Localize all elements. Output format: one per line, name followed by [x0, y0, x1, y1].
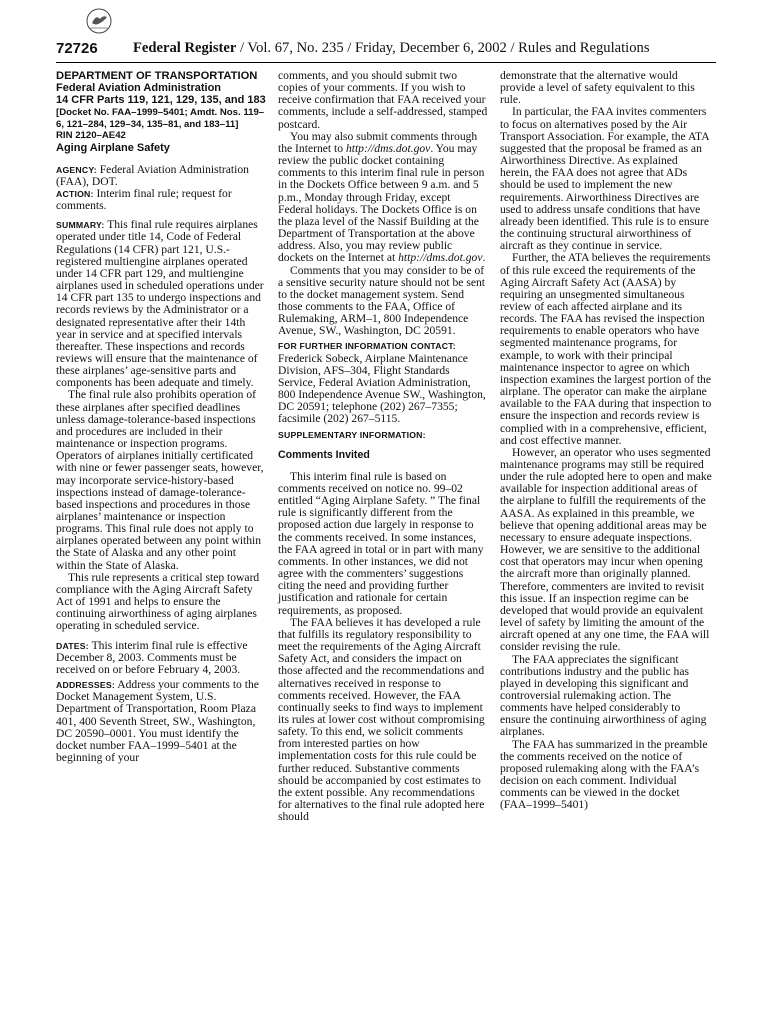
docket-number: [Docket No. FAA–1999–5401; Amdt. Nos. 119–6, 121–284, 129–34, 135–81, and 183–11]	[56, 107, 265, 130]
summary-text: This final rule requires airplanes operated under title 14, Code of Federal Regulations (14 CFR) part 121, U.S.-registered multiengine airplanes operated under 14 CFR part 129, and multiengine airplanes used in scheduled operations under 14 CFR part 135 to undergo inspections and records reviews by the Administrator or a designated representative after their 14th year in service and at specified intervals thereafter. These inspections and records reviews will ensure that the maintenance of these airplanes’ age-sensitive parts and components has been adequate and timely.	[56, 218, 264, 390]
body-paragraph: The FAA believes it has developed a rule that fulfills its regulatory responsibility to meet the requirements of the Aging Aircraft Safety Act, and considers the impact on those affected and the recommendations and alternatives received in response to comments received. However, the FAA continually seeks to find ways to implement its rules at lower cost without compromising safety. To this end, we solicit comments from interested parties on how implementation costs for this rule could be further reduced. Substantive comments should be accompanied by cost estimates to the extent possible. Any recommendations for alternatives to the final rule adopted here should	[278, 615, 485, 824]
body-paragraph: demonstrate that the alternative would provide a level of safety equivalent to this rule.	[500, 69, 695, 107]
summary-paragraph	[56, 219, 266, 389]
contact-label: FOR FURTHER INFORMATION CONTACT:	[278, 341, 456, 352]
body-paragraph: This interim final rule is based on comments received on notice no. 99–02 entitled “Aging Airplane Safety. ” The final rule is significantly different from the proposed action due largely in response to the comments received. In some instances, the FAA agreed in total or in part with many comments. In other instances, we did not agree with the commenters’ suggestions citing the need and providing further justification and rationale for certain requirements, as proposed.	[278, 469, 484, 617]
action-paragraph	[56, 188, 266, 212]
gpo-authentication-seal-icon	[86, 8, 112, 34]
period-text: .	[482, 251, 486, 265]
rin-number: RIN 2120–AE42	[56, 130, 126, 142]
docket-url-link[interactable]: http://dms.dot.gov	[345, 141, 431, 155]
body-paragraph: The FAA appreciates the significant contributions industry and the public has played in developing this significant and controversial rulemaking action. The comments have helped considerably to ensure the continuing airworthiness of aging airplanes.	[500, 652, 707, 739]
addresses-paragraph	[56, 679, 266, 764]
publication-name: Federal Register	[133, 40, 237, 56]
agency-heading: Federal Aviation Administration	[56, 82, 222, 95]
running-head	[133, 40, 650, 57]
addresses-text: Address your comments to the Docket Management System, U.S. Department of Transportation, Room Plaza 401, 400 Seventh Street, SW., Washington, DC 20590–0001. You must identify the docket number FAA–1999–5401 at the beginning of your	[56, 678, 259, 764]
cfr-parts-heading: 14 CFR Parts 119, 121, 129, 135, and 183	[56, 94, 266, 107]
security-paragraph: Comments that you may consider to be of a sensitive security nature should not be sent to the docket management system. Send those comments to the FAA, Office of Rulemaking, ARM–1, 800 Independence Avenue, SW., Washington, DC 20591.	[278, 263, 486, 338]
right-column	[500, 70, 712, 812]
body-paragraph: comments, and you should submit two copies of your comments. If you wish to receive confirmation that FAA received your comments, include a self-addressed, stamped postcard.	[278, 69, 488, 131]
summary-paragraph-2: The final rule also prohibits operation of these airplanes after specified deadlines unless damage-tolerance-based inspections and procedures are included in their maintenance or inspection programs. Operators of airplanes initially certificated with nine or fewer passenger seats, however, may incorporate service-history-based inspections instead of damage-tolerance-based inspections and procedures in those airplanes’ maintenance or inspection programs. This final rule does not apply to airplanes operated between any point within the State of Alaska and any other point within the State of Alaska.	[56, 388, 264, 572]
agency-paragraph	[56, 164, 266, 188]
issue-line: / Vol. 67, No. 235 / Friday, December 6, 2002 / Rules and Regulations	[236, 40, 650, 56]
body-paragraph: The FAA has summarized in the preamble the comments received on the notice of proposed rulemaking along with the FAA’s decision on each comment. Individual comments can be viewed in the docket (FAA–1999–5401)	[500, 737, 708, 812]
internet-paragraph	[278, 131, 488, 265]
docket-url-link-2[interactable]: http://dms.dot.gov	[398, 251, 483, 265]
contact-text: Frederick Sobeck, Airplane Maintenance Division, AFS–304, Flight Standards Service, Federal Aviation Administration, 800 Independence Avenue SW., Washington, DC 20591; telephone (202) 267–7355; facsimile (202) 267–5115.	[278, 351, 486, 426]
rule-title: Aging Airplane Safety	[56, 142, 170, 155]
body-paragraph: However, an operator who uses segmented maintenance programs may still be required under the rule adopted here to open and make available for inspection additional areas of the airplane to fulfill the requirements of the AASA. As explained in this preamble, we believe that opening additional areas may be necessary to ensure adequate inspections. However, we are sensitive to the additional cost that operators may incur when opening the aircraft more than originally planned. Therefore, commenters are invited to revisit this issue. If an inspection regime can be developed that would provide an equivalent level of safety by limiting the amount of the aircraft opened at any one time, the FAA will consider revising the rule.	[500, 445, 712, 654]
internet-text: You may also submit comments through the Internet to	[278, 129, 478, 155]
page-number: 72726	[56, 40, 98, 57]
body-paragraph: Further, the ATA believes the requirements of this rule exceed the requirements of the Aging Aircraft Safety Act (AASA) by requiring an unsegmented simultaneous review of each affected airplane and its records. The FAA has revised the inspection requirements to enable operators who have segmented maintenance programs, for example, to work with their principal maintenance inspector to agree on which inspection examines the largest portion of the airplane. The operator can make the airplane available to the FAA during that inspection to ensure the inspection and records review is complied with in a comprehensive, efficient, and cost effective manner.	[500, 251, 712, 447]
left-column	[56, 70, 266, 764]
dockets-office-text: . You may review the public docket containing comments to this interim final rule in person in the Dockets Office between 9 a.m. and 5 p.m., Monday through Friday, except Federal holidays. The Dockets Office is on the plaza level of the Nassif Building at the Department of Transportation at the above address. Also, you may review public dockets on the Internet at	[278, 141, 485, 265]
department-heading: DEPARTMENT OF TRANSPORTATION	[56, 70, 258, 82]
action-text: Interim final rule; request for comments.	[56, 186, 232, 213]
supplementary-label: SUPPLEMENTARY INFORMATION:	[278, 429, 426, 440]
comments-invited-heading: Comments Invited	[278, 448, 370, 461]
agency-label: AGENCY:	[56, 164, 97, 175]
middle-column	[278, 70, 488, 823]
action-label: ACTION:	[56, 188, 94, 199]
summary-paragraph-3: This rule represents a critical step toward compliance with the Aging Aircraft Safety Act of 1991 and helps to ensure the continuing airworthiness of aging airplanes operating in scheduled service.	[56, 570, 260, 633]
addresses-label: ADDRESSES:	[56, 680, 115, 691]
dates-label: DATES:	[56, 640, 89, 651]
dates-paragraph	[56, 640, 266, 676]
body-paragraph: In particular, the FAA invites commenters to focus on alternatives posed by the Air Transport Association. For example, the ATA suggested that the proposal be framed as an Airworthiness Directive. As explained herein, the FAA does not agree that ADs should be used to implement the new requirements. Airworthiness Directives are used to address unsafe conditions that have already been identified. This rule is to ensure the continuing structural airworthiness of aircraft as they continue in service.	[500, 105, 710, 253]
summary-label: SUMMARY:	[56, 220, 105, 231]
dates-text: This interim final rule is effective December 8, 2003. Comments must be received on or before February 4, 2003.	[56, 638, 248, 676]
header-rule	[56, 62, 716, 63]
agency-text: Federal Aviation Administration (FAA), DOT.	[56, 162, 249, 188]
